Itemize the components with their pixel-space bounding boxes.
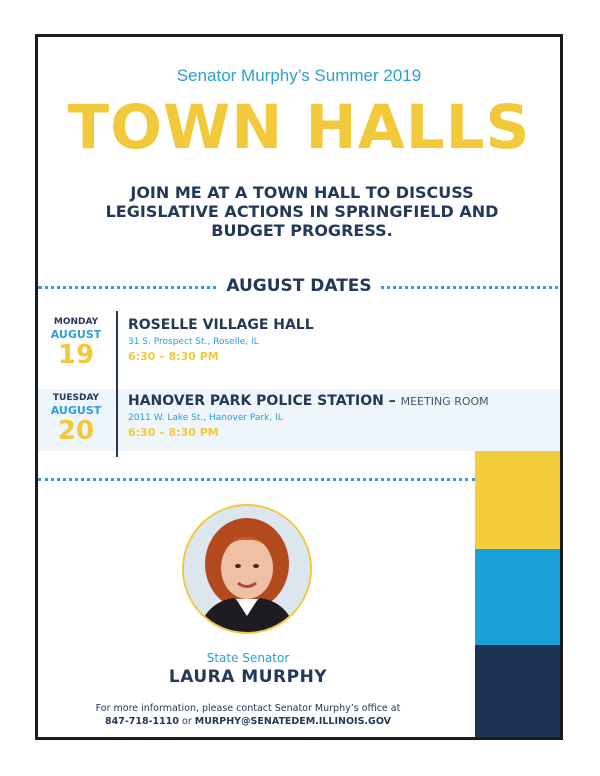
person-name: LAURA MURPHY [168, 667, 328, 687]
flyer-frame [35, 34, 563, 740]
event-address: 2011 W. Lake St., Hanover Park, IL [128, 413, 283, 423]
event-month: AUGUST [50, 404, 102, 417]
contact-details [38, 715, 458, 728]
contact-phone: 847-718-1110 [104, 716, 179, 727]
contact-email: MURPHY@SENATEDEM.ILLINOIS.GOV [194, 716, 392, 727]
event-time: 6:30 – 8:30 PM [128, 426, 219, 439]
event-venue-name: ROSELLE VILLAGE HALL [128, 317, 314, 333]
event-address: 31 S. Prospect St., Roselle, IL [128, 337, 259, 347]
event-venue [128, 317, 314, 333]
event-time: 6:30 – 8:30 PM [128, 350, 219, 363]
senator-portrait [182, 504, 312, 634]
person-title: State Senator [206, 651, 290, 665]
color-block-navy [475, 645, 563, 740]
event-weekday: MONDAY [53, 317, 99, 327]
portrait-illustration [184, 506, 310, 632]
event-venue [128, 393, 489, 409]
color-block-yellow [475, 451, 563, 549]
color-block-blue [475, 549, 563, 645]
contact-line: For more information, please contact Senator Murphy’s office at [95, 703, 401, 714]
event-day: 20 [57, 416, 95, 446]
event-venue-name: HANOVER PARK POLICE STATION – [128, 393, 396, 409]
event-day: 19 [57, 340, 95, 370]
contact-info [38, 702, 458, 728]
dates-heading [38, 276, 560, 296]
flyer-headline: TOWN HALLS [67, 92, 531, 163]
dates-heading-label: AUGUST DATES [218, 276, 379, 296]
flyer-subtitle: Senator Murphy’s Summer 2019 [176, 66, 422, 85]
contact-or: or [182, 716, 192, 727]
dotted-divider-bottom [38, 478, 475, 481]
flyer-lead: JOIN ME AT A TOWN HALL TO DISCUSS LEGISLATIVE ACTIONS IN SPRINGFIELD AND BUDGET PROGRESS. [105, 183, 499, 240]
event-venue-suffix: MEETING ROOM [400, 395, 489, 408]
event-weekday: TUESDAY [52, 393, 100, 403]
event-month: AUGUST [50, 328, 102, 341]
date-column-divider [116, 311, 118, 457]
